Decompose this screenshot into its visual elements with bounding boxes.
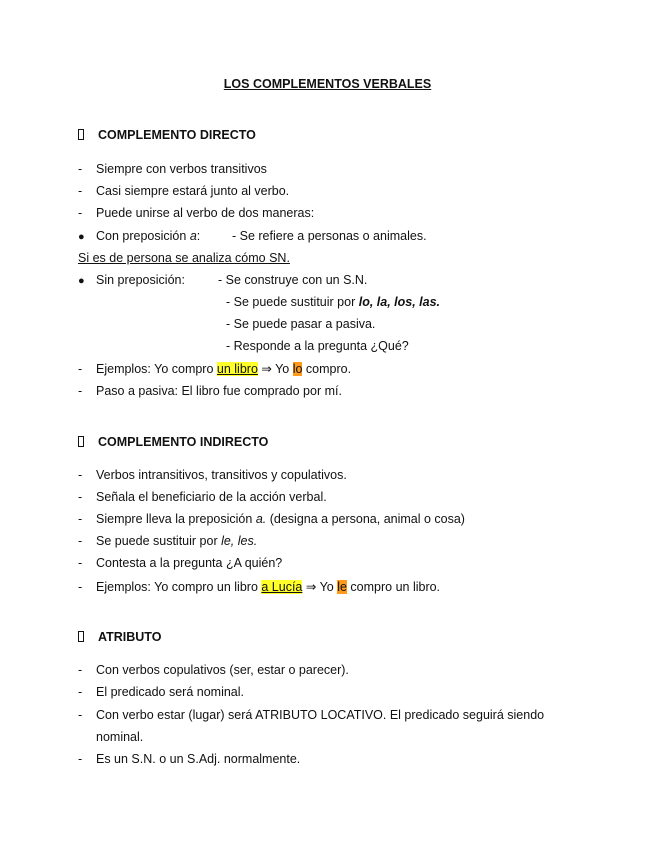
list-item-con-preposicion [78,229,200,243]
dash-bullet: - [78,708,83,722]
example-text: ⇒ Yo [257,362,293,376]
sin-prep-detail-4: - Responde a la pregunta ¿Qué? [226,339,409,353]
example-text: ⇒ Yo [302,580,338,594]
list-item-ejemplo-cd [78,361,351,376]
list-item-text: El predicado será nominal. [96,685,244,699]
dash-bullet: - [78,663,83,677]
list-item-ejemplo-ci [78,579,440,594]
dash-bullet: - [78,490,83,504]
list-item [78,663,349,677]
checkbox-icon [78,631,84,642]
highlight-orange: le [337,580,347,594]
list-item-text: Es un S.N. o un S.Adj. normalmente. [96,752,301,766]
list-item [78,468,347,482]
list-item [78,162,267,176]
section-heading-ci [78,435,268,449]
list-item-continuation: nominal. [96,730,144,744]
pronoun-list: le, les. [221,534,258,548]
dot-bullet: ● [78,275,85,287]
checkbox-icon [78,436,84,447]
dash-bullet: - [78,206,83,220]
sin-prep-detail-3: - Se puede pasar a pasiva. [226,317,376,331]
list-item [78,384,342,398]
example-text: compro un libro. [346,580,441,594]
example-text: Ejemplos: Yo compro un libro [96,580,262,594]
dash-bullet: - [78,580,83,594]
sin-prep-detail-1: - Se construye con un S.N. [218,273,368,287]
dash-bullet: - [78,512,83,526]
list-item-text: (designa a persona, animal o cosa) [266,512,465,526]
checkbox-icon [78,129,84,140]
page-title: LOS COMPLEMENTOS VERBALES [223,77,432,91]
list-item-text: Paso a pasiva: El libro fue comprado por mí. [96,384,342,398]
dash-bullet: - [78,384,83,398]
section-heading-atributo [78,630,161,644]
list-item-text: Se puede sustituir por [96,534,222,548]
label-colon: : [196,229,201,243]
list-item-text: Con verbos copulativos (ser, estar o parecer). [96,663,349,677]
section-heading-cd [78,128,256,142]
list-item [78,534,257,548]
dash-bullet: - [78,685,83,699]
highlight-orange: lo [292,362,303,376]
list-item [78,708,544,722]
list-item-text: Casi siempre estará junto al verbo. [96,184,290,198]
italic-a: a. [255,512,267,526]
detail-text: - Se puede sustituir por [226,295,359,309]
list-item-text: Con verbo estar (lugar) será ATRIBUTO LOCATIVO. El predicado seguirá siendo [96,708,545,722]
dash-bullet: - [78,362,83,376]
highlight-yellow: a Lucía [261,580,303,594]
sin-prep-detail-2 [226,295,440,309]
dash-bullet: - [78,184,83,198]
list-item-text: Contesta a la pregunta ¿A quién? [96,556,283,570]
list-item-text: Siempre lleva la preposición [96,512,256,526]
list-item [78,206,314,220]
label-text: Con preposición [96,229,190,243]
list-item-sin-preposicion [78,273,185,287]
dash-bullet: - [78,162,83,176]
dash-bullet: - [78,752,83,766]
dash-bullet: - [78,556,83,570]
italic-a: a [189,229,197,243]
example-text: Ejemplos: Yo compro [96,362,217,376]
list-item-text: Puede unirse al verbo de dos maneras: [96,206,315,220]
list-item [78,556,282,570]
dash-bullet: - [78,468,83,482]
list-item [78,184,289,198]
list-item-text: Señala el beneficiario de la acción verbal. [96,490,327,504]
highlight-yellow: un libro [216,362,258,376]
list-item-text: Verbos intransitivos, transitivos y copulativos. [96,468,347,482]
list-item [78,752,300,766]
section-heading-ci-text: COMPLEMENTO INDIRECTO [98,435,269,449]
list-item [78,512,465,526]
persona-note: Si es de persona se analiza cómo SN. [78,251,290,265]
dash-bullet: - [78,534,83,548]
section-heading-cd-text: COMPLEMENTO DIRECTO [98,128,256,142]
dot-bullet: ● [78,231,85,243]
label-text: Sin preposición: [96,273,185,287]
con-preposicion-detail: - Se refiere a personas o animales. [232,229,427,243]
list-item [78,490,327,504]
example-text: compro. [302,362,352,376]
list-item [78,685,244,699]
pronoun-list: lo, la, los, las. [358,295,440,309]
list-item-text: Siempre con verbos transitivos [96,162,267,176]
section-heading-atributo-text: ATRIBUTO [98,630,162,644]
